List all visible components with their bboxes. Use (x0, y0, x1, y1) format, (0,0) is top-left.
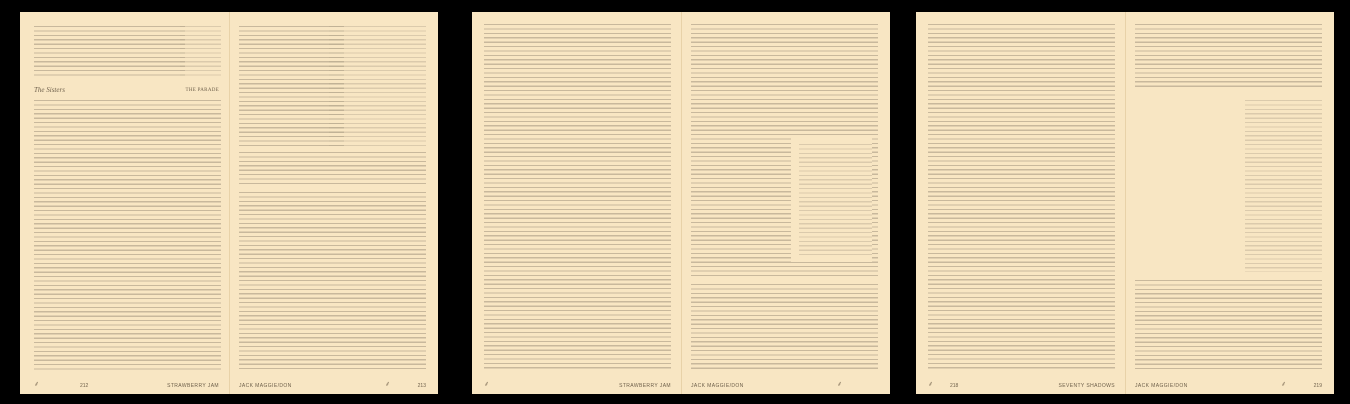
pull-quote-column (1245, 100, 1322, 272)
left-page (20, 12, 229, 394)
book-spread-2 (472, 12, 890, 394)
section-heading: The Sisters (34, 86, 65, 94)
running-footer: JACK MAGGIE/DON (691, 383, 744, 389)
right-page (681, 12, 890, 394)
page-number: 218 (950, 383, 959, 389)
running-footer: JACK MAGGIE/DON (239, 383, 292, 389)
pull-quote-box (791, 136, 872, 262)
section-running-head: THE PARADE (185, 88, 219, 93)
page-footer (472, 379, 681, 389)
inset-quote-column (180, 26, 221, 78)
page-footer (20, 379, 229, 389)
book-spread-3 (916, 12, 1334, 394)
page-number: 219 (1313, 383, 1322, 389)
page-number: 213 (417, 383, 426, 389)
body-text-lower (691, 284, 878, 370)
left-page (472, 12, 681, 394)
right-page (1125, 12, 1334, 394)
tree-ornament-icon: ⸙ (928, 380, 934, 388)
body-text-lower (1135, 280, 1322, 370)
tree-ornament-icon: ⸙ (1281, 380, 1287, 388)
page-footer (1125, 379, 1334, 389)
tree-ornament-icon: ⸙ (385, 380, 391, 388)
book-spread-1 (20, 12, 438, 394)
body-text (239, 192, 426, 370)
body-text (928, 24, 1115, 370)
body-text (484, 24, 671, 370)
page-footer (916, 379, 1125, 389)
body-text-upper (239, 26, 344, 146)
tree-ornament-icon: ⸙ (34, 380, 40, 388)
body-text (34, 100, 221, 370)
tree-ornament-icon: ⸙ (484, 380, 490, 388)
left-page (916, 12, 1125, 394)
body-text-top (1135, 24, 1322, 88)
running-footer: STRAWBERRY JAM (167, 383, 219, 389)
tree-ornament-icon: ⸙ (837, 380, 843, 388)
text-column-top (34, 26, 185, 78)
page-number: 212 (80, 383, 89, 389)
body-text-mid (239, 152, 426, 186)
page-footer (681, 379, 890, 389)
running-footer: JACK MAGGIE/DON (1135, 383, 1188, 389)
running-footer: STRAWBERRY JAM (619, 383, 671, 389)
page-footer (229, 379, 438, 389)
running-footer: SEVENTY SHADOWS (1058, 383, 1115, 389)
right-page (229, 12, 438, 394)
